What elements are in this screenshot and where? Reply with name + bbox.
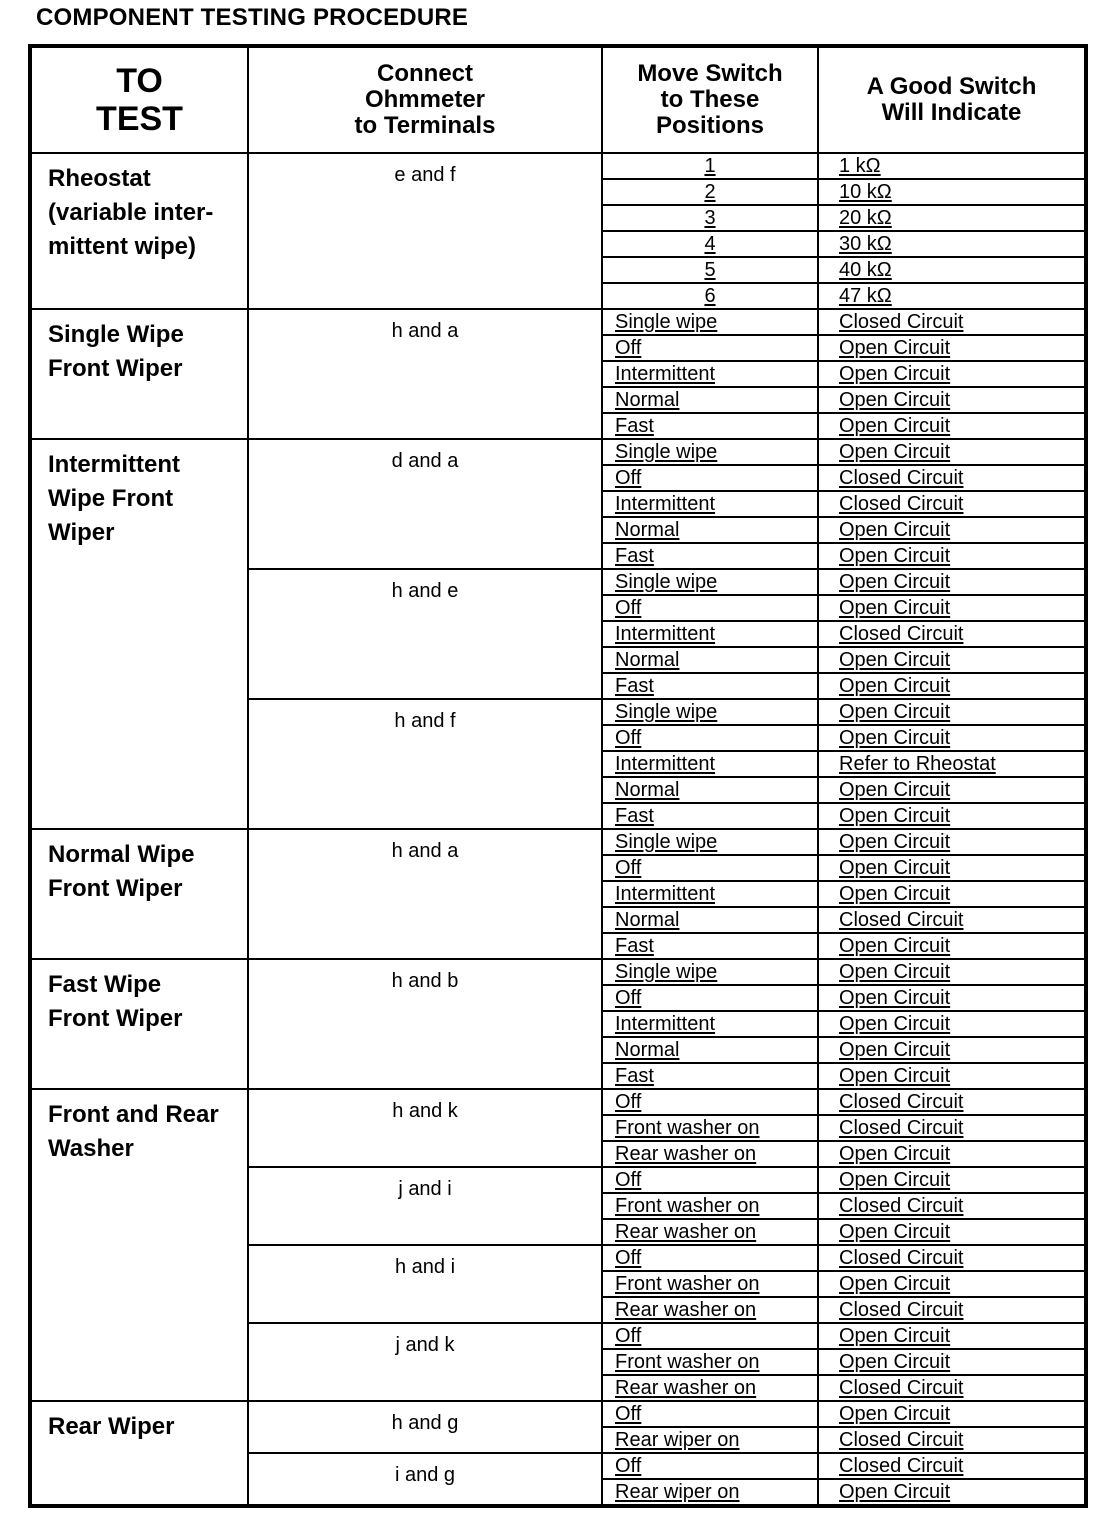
test-component-line: Washer xyxy=(48,1135,134,1162)
test-component-cell xyxy=(30,829,248,959)
test-component-cell xyxy=(30,153,248,309)
table-row xyxy=(30,959,1086,985)
indication-cell: Closed Circuit xyxy=(818,621,1086,647)
test-component-line: Fast Wipe xyxy=(48,971,162,998)
indication-cell: Open Circuit xyxy=(818,1063,1086,1089)
terminals-cell: j and k xyxy=(248,1323,602,1401)
switch-position-cell: Off xyxy=(602,1323,818,1349)
indication-cell: Open Circuit xyxy=(818,387,1086,413)
switch-position-cell: Intermittent xyxy=(602,881,818,907)
component-testing-table xyxy=(28,44,1088,1508)
terminals-cell: e and f xyxy=(248,153,602,309)
switch-position-cell: Normal xyxy=(602,647,818,673)
indication-cell: Open Circuit xyxy=(818,725,1086,751)
test-component-line: Front Wiper xyxy=(48,355,183,382)
indication-cell: Open Circuit xyxy=(818,413,1086,439)
indication-cell: Open Circuit xyxy=(818,1323,1086,1349)
switch-position-cell: 6 xyxy=(602,283,818,309)
table-body xyxy=(30,153,1086,1506)
switch-position-cell: Fast xyxy=(602,413,818,439)
terminals-cell: h and a xyxy=(248,829,602,959)
table-row xyxy=(30,1089,1086,1115)
header-line: Ohmmeter xyxy=(364,86,486,113)
switch-position-cell: 5 xyxy=(602,257,818,283)
indication-cell: Closed Circuit xyxy=(818,1115,1086,1141)
switch-position-cell: Intermittent xyxy=(602,1011,818,1037)
indication-cell: Open Circuit xyxy=(818,1349,1086,1375)
indication-cell: Closed Circuit xyxy=(818,309,1086,335)
header-to-test xyxy=(30,46,248,153)
switch-position-cell: Normal xyxy=(602,1037,818,1063)
test-component-line: Rear Wiper xyxy=(48,1413,175,1440)
switch-position-cell: Rear washer on xyxy=(602,1297,818,1323)
header-line: Will Indicate xyxy=(881,99,1022,126)
switch-position-cell: Off xyxy=(602,725,818,751)
switch-position-cell: Front washer on xyxy=(602,1271,818,1297)
switch-position-cell: Front washer on xyxy=(602,1115,818,1141)
switch-position-cell: Intermittent xyxy=(602,621,818,647)
indication-cell: Closed Circuit xyxy=(818,1427,1086,1453)
test-component-line: Front and Rear xyxy=(48,1101,219,1128)
test-component-cell xyxy=(30,1401,248,1506)
indication-cell: Open Circuit xyxy=(818,1037,1086,1063)
switch-position-cell: Intermittent xyxy=(602,361,818,387)
switch-position-cell: 3 xyxy=(602,205,818,231)
terminals-cell: h and a xyxy=(248,309,602,439)
test-component-cell xyxy=(30,1089,248,1401)
switch-position-cell: Single wipe xyxy=(602,569,818,595)
indication-cell: Open Circuit xyxy=(818,595,1086,621)
table-row xyxy=(30,309,1086,335)
indication-cell: Open Circuit xyxy=(818,985,1086,1011)
indication-cell: Open Circuit xyxy=(818,569,1086,595)
terminals-cell: i and g xyxy=(248,1453,602,1506)
switch-position-cell: Off xyxy=(602,1089,818,1115)
header-move-switch xyxy=(602,46,818,153)
indication-cell: Closed Circuit xyxy=(818,1453,1086,1479)
terminals-cell: d and a xyxy=(248,439,602,569)
indication-cell: Open Circuit xyxy=(818,1167,1086,1193)
indication-cell: Closed Circuit xyxy=(818,907,1086,933)
switch-position-cell: Off xyxy=(602,1167,818,1193)
test-component-line: Wipe Front xyxy=(48,485,174,512)
indication-cell: 47 kΩ xyxy=(818,283,1086,309)
indication-cell: Closed Circuit xyxy=(818,491,1086,517)
test-component-line: Normal Wipe xyxy=(48,841,195,868)
indication-cell: 30 kΩ xyxy=(818,231,1086,257)
header-line: to Terminals xyxy=(354,112,496,139)
switch-position-cell: Single wipe xyxy=(602,699,818,725)
header-line: A Good Switch xyxy=(866,73,1037,100)
indication-cell: Open Circuit xyxy=(818,1401,1086,1427)
switch-position-cell: Rear washer on xyxy=(602,1141,818,1167)
switch-position-cell: Single wipe xyxy=(602,439,818,465)
indication-cell: Open Circuit xyxy=(818,959,1086,985)
indication-cell: Open Circuit xyxy=(818,517,1086,543)
switch-position-cell: Rear wiper on xyxy=(602,1427,818,1453)
indication-cell: Closed Circuit xyxy=(818,1375,1086,1401)
switch-position-cell: Off xyxy=(602,1245,818,1271)
terminals-cell: j and i xyxy=(248,1167,602,1245)
switch-position-cell: 2 xyxy=(602,179,818,205)
indication-cell: Open Circuit xyxy=(818,1271,1086,1297)
switch-position-cell: Off xyxy=(602,855,818,881)
terminals-cell: h and g xyxy=(248,1401,602,1453)
terminals-cell: h and i xyxy=(248,1245,602,1323)
terminals-cell: h and e xyxy=(248,569,602,699)
switch-position-cell: Normal xyxy=(602,907,818,933)
switch-position-cell: Fast xyxy=(602,1063,818,1089)
switch-position-cell: Off xyxy=(602,985,818,1011)
switch-position-cell: Intermittent xyxy=(602,491,818,517)
indication-cell: Closed Circuit xyxy=(818,1297,1086,1323)
indication-cell: Closed Circuit xyxy=(818,1193,1086,1219)
switch-position-cell: Normal xyxy=(602,387,818,413)
header-line: to These xyxy=(660,86,760,113)
indication-cell: 1 kΩ xyxy=(818,153,1086,179)
switch-position-cell: Off xyxy=(602,1453,818,1479)
switch-position-cell: Rear wiper on xyxy=(602,1479,818,1506)
test-component-line: Intermittent xyxy=(48,451,180,478)
indication-cell: Open Circuit xyxy=(818,673,1086,699)
indication-cell: Open Circuit xyxy=(818,855,1086,881)
indication-cell: 20 kΩ xyxy=(818,205,1086,231)
indication-cell: Open Circuit xyxy=(818,335,1086,361)
switch-position-cell: Fast xyxy=(602,543,818,569)
indication-cell: Open Circuit xyxy=(818,829,1086,855)
switch-position-cell: Rear washer on xyxy=(602,1219,818,1245)
indication-cell: Open Circuit xyxy=(818,777,1086,803)
switch-position-cell: Rear washer on xyxy=(602,1375,818,1401)
indication-cell: Open Circuit xyxy=(818,439,1086,465)
terminals-cell: h and k xyxy=(248,1089,602,1167)
test-component-line: Front Wiper xyxy=(48,1005,183,1032)
terminals-cell: h and b xyxy=(248,959,602,1089)
switch-position-cell: Intermittent xyxy=(602,751,818,777)
test-component-line: (variable inter- xyxy=(48,199,214,226)
switch-position-cell: Normal xyxy=(602,517,818,543)
indication-cell: Open Circuit xyxy=(818,699,1086,725)
indication-cell: Open Circuit xyxy=(818,361,1086,387)
indication-cell: Open Circuit xyxy=(818,1219,1086,1245)
switch-position-cell: Single wipe xyxy=(602,309,818,335)
header-line: Connect xyxy=(377,60,473,87)
terminals-cell: h and f xyxy=(248,699,602,829)
switch-position-cell: Off xyxy=(602,595,818,621)
indication-cell: Refer to Rheostat xyxy=(818,751,1086,777)
switch-position-cell: Off xyxy=(602,1401,818,1427)
test-component-line: Single Wipe xyxy=(48,321,184,348)
switch-position-cell: Fast xyxy=(602,803,818,829)
indication-cell: Open Circuit xyxy=(818,543,1086,569)
indication-cell: Open Circuit xyxy=(818,1011,1086,1037)
table-row xyxy=(30,1401,1086,1427)
header-row xyxy=(30,46,1086,153)
table-row xyxy=(30,829,1086,855)
header-line: TO xyxy=(116,62,163,100)
indication-cell: Closed Circuit xyxy=(818,1245,1086,1271)
table-row xyxy=(30,439,1086,465)
switch-position-cell: Off xyxy=(602,335,818,361)
switch-position-cell: Front washer on xyxy=(602,1193,818,1219)
test-component-cell xyxy=(30,959,248,1089)
switch-position-cell: Fast xyxy=(602,673,818,699)
indication-cell: Open Circuit xyxy=(818,1141,1086,1167)
indication-cell: 40 kΩ xyxy=(818,257,1086,283)
test-component-line: Front Wiper xyxy=(48,875,183,902)
switch-position-cell: Single wipe xyxy=(602,959,818,985)
switch-position-cell: Normal xyxy=(602,777,818,803)
test-component-line: Wiper xyxy=(48,519,115,546)
header-line: TEST xyxy=(96,100,183,138)
indication-cell: Open Circuit xyxy=(818,803,1086,829)
switch-position-cell: Off xyxy=(602,465,818,491)
indication-cell: 10 kΩ xyxy=(818,179,1086,205)
header-line: Move Switch xyxy=(637,60,783,87)
switch-position-cell: Single wipe xyxy=(602,829,818,855)
test-component-cell xyxy=(30,439,248,829)
switch-position-cell: Front washer on xyxy=(602,1349,818,1375)
table-row xyxy=(30,153,1086,179)
indication-cell: Closed Circuit xyxy=(818,1089,1086,1115)
indication-cell: Open Circuit xyxy=(818,933,1086,959)
header-connect-ohmmeter xyxy=(248,46,602,153)
indication-cell: Open Circuit xyxy=(818,1479,1086,1506)
test-component-line: Rheostat xyxy=(48,165,151,192)
header-good-switch xyxy=(818,46,1086,153)
indication-cell: Open Circuit xyxy=(818,881,1086,907)
indication-cell: Closed Circuit xyxy=(818,465,1086,491)
test-component-cell xyxy=(30,309,248,439)
header-line: Positions xyxy=(655,112,764,139)
indication-cell: Open Circuit xyxy=(818,647,1086,673)
switch-position-cell: 4 xyxy=(602,231,818,257)
switch-position-cell: 1 xyxy=(602,153,818,179)
test-component-line: mittent wipe) xyxy=(48,233,196,260)
page-title: COMPONENT TESTING PROCEDURE xyxy=(36,4,469,31)
switch-position-cell: Fast xyxy=(602,933,818,959)
